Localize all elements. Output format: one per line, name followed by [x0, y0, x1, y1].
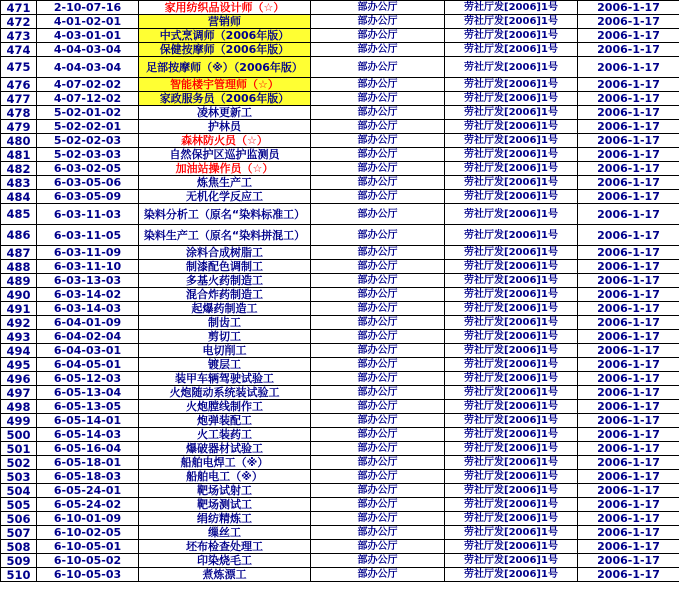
issue-date-cell: 2006-1-17 — [578, 372, 679, 386]
issuing-department-cell: 部办公厅 — [311, 358, 445, 372]
table-row — [1, 29, 679, 43]
table-row — [1, 316, 679, 330]
occupation-name-cell: 智能楼宇管理师（☆） — [139, 78, 311, 92]
occupation-code-cell: 6-10-05-02 — [37, 554, 139, 568]
document-number-cell: 劳社厅发[2006]1号 — [445, 78, 578, 92]
row-number-cell: 471 — [1, 1, 37, 15]
document-number-cell: 劳社厅发[2006]1号 — [445, 43, 578, 57]
occupation-code-cell: 6-10-02-05 — [37, 526, 139, 540]
issue-date-cell: 2006-1-17 — [578, 414, 679, 428]
issue-date-cell: 2006-1-17 — [578, 498, 679, 512]
issuing-department-cell: 部办公厅 — [311, 330, 445, 344]
occupation-name-cell: 煮炼漂工 — [139, 568, 311, 582]
occupation-name-cell: 混合炸药制造工 — [139, 288, 311, 302]
issue-date-cell: 2006-1-17 — [578, 92, 679, 106]
issue-date-cell: 2006-1-17 — [578, 43, 679, 57]
issue-date-cell: 2006-1-17 — [578, 344, 679, 358]
occupation-code-cell: 2-10-07-16 — [37, 1, 139, 15]
document-number-cell: 劳社厅发[2006]1号 — [445, 316, 578, 330]
occupation-code-cell: 6-03-11-09 — [37, 246, 139, 260]
issue-date-cell: 2006-1-17 — [578, 274, 679, 288]
row-number-cell: 478 — [1, 106, 37, 120]
issue-date-cell: 2006-1-17 — [578, 246, 679, 260]
occupation-name-cell: 火工装药工 — [139, 428, 311, 442]
issue-date-cell: 2006-1-17 — [578, 358, 679, 372]
issuing-department-cell: 部办公厅 — [311, 526, 445, 540]
issue-date-cell: 2006-1-17 — [578, 484, 679, 498]
row-number-cell: 475 — [1, 57, 37, 78]
row-number-cell: 497 — [1, 386, 37, 400]
issuing-department-cell: 部办公厅 — [311, 498, 445, 512]
table-row — [1, 442, 679, 456]
issue-date-cell: 2006-1-17 — [578, 204, 679, 225]
row-number-cell: 508 — [1, 540, 37, 554]
occupation-code-cell: 6-05-13-04 — [37, 386, 139, 400]
table-row — [1, 1, 679, 15]
table-row — [1, 484, 679, 498]
table-row — [1, 428, 679, 442]
occupation-code-cell: 6-04-05-01 — [37, 358, 139, 372]
table-row — [1, 288, 679, 302]
issuing-department-cell: 部办公厅 — [311, 386, 445, 400]
issue-date-cell: 2006-1-17 — [578, 428, 679, 442]
document-number-cell: 劳社厅发[2006]1号 — [445, 176, 578, 190]
issuing-department-cell: 部办公厅 — [311, 57, 445, 78]
issue-date-cell: 2006-1-17 — [578, 470, 679, 484]
issue-date-cell: 2006-1-17 — [578, 134, 679, 148]
row-number-cell: 489 — [1, 274, 37, 288]
issuing-department-cell: 部办公厅 — [311, 106, 445, 120]
table-row — [1, 57, 679, 78]
document-number-cell: 劳社厅发[2006]1号 — [445, 512, 578, 526]
row-number-cell: 479 — [1, 120, 37, 134]
issuing-department-cell: 部办公厅 — [311, 225, 445, 246]
row-number-cell: 482 — [1, 162, 37, 176]
table-row — [1, 400, 679, 414]
occupation-code-cell: 6-03-02-05 — [37, 162, 139, 176]
occupation-code-cell: 6-03-11-10 — [37, 260, 139, 274]
document-number-cell: 劳社厅发[2006]1号 — [445, 1, 578, 15]
issue-date-cell: 2006-1-17 — [578, 456, 679, 470]
document-number-cell: 劳社厅发[2006]1号 — [445, 526, 578, 540]
occupation-code-cell: 6-05-14-01 — [37, 414, 139, 428]
occupation-code-cell: 6-03-05-06 — [37, 176, 139, 190]
occupation-name-cell: 印染烧毛工 — [139, 554, 311, 568]
occupation-code-cell: 4-07-02-02 — [37, 78, 139, 92]
document-number-cell: 劳社厅发[2006]1号 — [445, 274, 578, 288]
table-row — [1, 162, 679, 176]
issuing-department-cell: 部办公厅 — [311, 442, 445, 456]
row-number-cell: 505 — [1, 498, 37, 512]
document-number-cell: 劳社厅发[2006]1号 — [445, 400, 578, 414]
document-number-cell: 劳社厅发[2006]1号 — [445, 15, 578, 29]
issuing-department-cell: 部办公厅 — [311, 456, 445, 470]
table-row — [1, 176, 679, 190]
document-number-cell: 劳社厅发[2006]1号 — [445, 358, 578, 372]
table-row — [1, 344, 679, 358]
row-number-cell: 501 — [1, 442, 37, 456]
row-number-cell: 477 — [1, 92, 37, 106]
row-number-cell: 493 — [1, 330, 37, 344]
occupation-name-cell: 多基火药制造工 — [139, 274, 311, 288]
row-number-cell: 480 — [1, 134, 37, 148]
occupation-code-cell: 6-04-02-04 — [37, 330, 139, 344]
occupation-code-cell: 4-01-02-01 — [37, 15, 139, 29]
row-number-cell: 492 — [1, 316, 37, 330]
issue-date-cell: 2006-1-17 — [578, 512, 679, 526]
issuing-department-cell: 部办公厅 — [311, 92, 445, 106]
row-number-cell: 490 — [1, 288, 37, 302]
issuing-department-cell: 部办公厅 — [311, 428, 445, 442]
issuing-department-cell: 部办公厅 — [311, 246, 445, 260]
occupation-code-cell: 6-05-18-03 — [37, 470, 139, 484]
row-number-cell: 472 — [1, 15, 37, 29]
occupation-name-cell: 船舶电工（※） — [139, 470, 311, 484]
table-row — [1, 78, 679, 92]
issue-date-cell: 2006-1-17 — [578, 162, 679, 176]
issuing-department-cell: 部办公厅 — [311, 288, 445, 302]
document-number-cell: 劳社厅发[2006]1号 — [445, 120, 578, 134]
document-number-cell: 劳社厅发[2006]1号 — [445, 470, 578, 484]
row-number-cell: 491 — [1, 302, 37, 316]
occupation-name-cell: 爆破器材试验工 — [139, 442, 311, 456]
table-row — [1, 120, 679, 134]
issuing-department-cell: 部办公厅 — [311, 470, 445, 484]
document-number-cell: 劳社厅发[2006]1号 — [445, 288, 578, 302]
table-row — [1, 330, 679, 344]
occupation-name-cell: 装甲车辆驾驶试验工 — [139, 372, 311, 386]
issuing-department-cell: 部办公厅 — [311, 316, 445, 330]
row-number-cell: 498 — [1, 400, 37, 414]
document-number-cell: 劳社厅发[2006]1号 — [445, 29, 578, 43]
issuing-department-cell: 部办公厅 — [311, 260, 445, 274]
issuing-department-cell: 部办公厅 — [311, 274, 445, 288]
document-number-cell: 劳社厅发[2006]1号 — [445, 225, 578, 246]
occupation-name-cell: 染料生产工（原名“染料拼混工） — [139, 225, 311, 246]
issue-date-cell: 2006-1-17 — [578, 442, 679, 456]
table-row — [1, 43, 679, 57]
document-number-cell: 劳社厅发[2006]1号 — [445, 568, 578, 582]
occupation-code-cell: 5-02-02-01 — [37, 120, 139, 134]
table-row — [1, 414, 679, 428]
occupation-name-cell: 剪切工 — [139, 330, 311, 344]
occupation-code-cell: 6-04-03-01 — [37, 344, 139, 358]
issue-date-cell: 2006-1-17 — [578, 78, 679, 92]
document-number-cell: 劳社厅发[2006]1号 — [445, 414, 578, 428]
issue-date-cell: 2006-1-17 — [578, 400, 679, 414]
issuing-department-cell: 部办公厅 — [311, 120, 445, 134]
document-number-cell: 劳社厅发[2006]1号 — [445, 134, 578, 148]
document-number-cell: 劳社厅发[2006]1号 — [445, 246, 578, 260]
document-number-cell: 劳社厅发[2006]1号 — [445, 386, 578, 400]
occupation-code-cell: 4-04-03-04 — [37, 57, 139, 78]
issue-date-cell: 2006-1-17 — [578, 148, 679, 162]
issuing-department-cell: 部办公厅 — [311, 344, 445, 358]
issuing-department-cell: 部办公厅 — [311, 78, 445, 92]
issue-date-cell: 2006-1-17 — [578, 526, 679, 540]
issue-date-cell: 2006-1-17 — [578, 1, 679, 15]
table-row — [1, 246, 679, 260]
occupation-name-cell: 炼焦生产工 — [139, 176, 311, 190]
occupation-code-cell: 5-02-03-03 — [37, 148, 139, 162]
table-row — [1, 106, 679, 120]
issuing-department-cell: 部办公厅 — [311, 29, 445, 43]
issue-date-cell: 2006-1-17 — [578, 15, 679, 29]
occupation-name-cell: 保健按摩师（2006年版） — [139, 43, 311, 57]
issue-date-cell: 2006-1-17 — [578, 540, 679, 554]
occupation-name-cell: 缫丝工 — [139, 526, 311, 540]
occupation-name-cell: 足部按摩师（※）（2006年版） — [139, 57, 311, 78]
document-number-cell: 劳社厅发[2006]1号 — [445, 498, 578, 512]
issuing-department-cell: 部办公厅 — [311, 512, 445, 526]
issuing-department-cell: 部办公厅 — [311, 148, 445, 162]
row-number-cell: 499 — [1, 414, 37, 428]
occupation-name-cell: 炮弹装配工 — [139, 414, 311, 428]
occupation-code-cell: 5-02-02-03 — [37, 134, 139, 148]
occupation-code-cell: 6-03-05-09 — [37, 190, 139, 204]
document-number-cell: 劳社厅发[2006]1号 — [445, 162, 578, 176]
row-number-cell: 510 — [1, 568, 37, 582]
issue-date-cell: 2006-1-17 — [578, 106, 679, 120]
issuing-department-cell: 部办公厅 — [311, 134, 445, 148]
occupation-code-cell: 4-07-12-02 — [37, 92, 139, 106]
issuing-department-cell: 部办公厅 — [311, 540, 445, 554]
occupation-code-cell: 6-04-01-09 — [37, 316, 139, 330]
occupation-code-cell: 6-03-14-02 — [37, 288, 139, 302]
occupation-code-cell: 5-02-01-02 — [37, 106, 139, 120]
document-number-cell: 劳社厅发[2006]1号 — [445, 456, 578, 470]
row-number-cell: 502 — [1, 456, 37, 470]
table-row — [1, 372, 679, 386]
issue-date-cell: 2006-1-17 — [578, 554, 679, 568]
row-number-cell: 484 — [1, 190, 37, 204]
table-row — [1, 526, 679, 540]
issuing-department-cell: 部办公厅 — [311, 1, 445, 15]
document-number-cell: 劳社厅发[2006]1号 — [445, 106, 578, 120]
document-number-cell: 劳社厅发[2006]1号 — [445, 302, 578, 316]
row-number-cell: 496 — [1, 372, 37, 386]
occupation-name-cell: 营销师 — [139, 15, 311, 29]
occupation-code-cell: 6-05-16-04 — [37, 442, 139, 456]
occupation-name-cell: 涂料合成树脂工 — [139, 246, 311, 260]
issuing-department-cell: 部办公厅 — [311, 190, 445, 204]
document-number-cell: 劳社厅发[2006]1号 — [445, 554, 578, 568]
occupation-code-cell: 6-05-12-03 — [37, 372, 139, 386]
occupation-code-cell: 6-03-11-03 — [37, 204, 139, 225]
issue-date-cell: 2006-1-17 — [578, 386, 679, 400]
table-row — [1, 134, 679, 148]
occupation-name-cell: 森林防火员（☆） — [139, 134, 311, 148]
document-number-cell: 劳社厅发[2006]1号 — [445, 260, 578, 274]
table-row — [1, 92, 679, 106]
row-number-cell: 473 — [1, 29, 37, 43]
issuing-department-cell: 部办公厅 — [311, 204, 445, 225]
issue-date-cell: 2006-1-17 — [578, 225, 679, 246]
occupation-name-cell: 火炮膛线制作工 — [139, 400, 311, 414]
document-number-cell: 劳社厅发[2006]1号 — [445, 540, 578, 554]
document-number-cell: 劳社厅发[2006]1号 — [445, 344, 578, 358]
row-number-cell: 476 — [1, 78, 37, 92]
issue-date-cell: 2006-1-17 — [578, 260, 679, 274]
row-number-cell: 509 — [1, 554, 37, 568]
issuing-department-cell: 部办公厅 — [311, 484, 445, 498]
document-number-cell: 劳社厅发[2006]1号 — [445, 428, 578, 442]
occupation-code-cell: 6-05-24-01 — [37, 484, 139, 498]
document-number-cell: 劳社厅发[2006]1号 — [445, 92, 578, 106]
row-number-cell: 495 — [1, 358, 37, 372]
occupation-name-cell: 电切削工 — [139, 344, 311, 358]
occupation-code-cell: 6-10-05-03 — [37, 568, 139, 582]
occupation-name-cell: 坯布检查处理工 — [139, 540, 311, 554]
issuing-department-cell: 部办公厅 — [311, 43, 445, 57]
table-row — [1, 554, 679, 568]
row-number-cell: 504 — [1, 484, 37, 498]
table-row — [1, 260, 679, 274]
occupation-code-cell: 4-03-01-01 — [37, 29, 139, 43]
row-number-cell: 500 — [1, 428, 37, 442]
occupation-name-cell: 加油站操作员（☆） — [139, 162, 311, 176]
occupation-name-cell: 起爆药制造工 — [139, 302, 311, 316]
issuing-department-cell: 部办公厅 — [311, 176, 445, 190]
occupation-code-cell: 6-03-14-03 — [37, 302, 139, 316]
table-body — [1, 1, 679, 582]
occupation-code-cell: 4-04-03-04 — [37, 43, 139, 57]
occupation-name-cell: 火炮随动系统装试验工 — [139, 386, 311, 400]
occupation-code-cell: 6-05-13-05 — [37, 400, 139, 414]
row-number-cell: 481 — [1, 148, 37, 162]
row-number-cell: 494 — [1, 344, 37, 358]
occupation-name-cell: 家政服务员（2006年版） — [139, 92, 311, 106]
row-number-cell: 503 — [1, 470, 37, 484]
row-number-cell: 485 — [1, 204, 37, 225]
issue-date-cell: 2006-1-17 — [578, 57, 679, 78]
table-row — [1, 568, 679, 582]
issue-date-cell: 2006-1-17 — [578, 29, 679, 43]
row-number-cell: 506 — [1, 512, 37, 526]
table-row — [1, 190, 679, 204]
occupation-code-cell: 6-05-18-01 — [37, 456, 139, 470]
table-row — [1, 456, 679, 470]
occupation-name-cell: 无机化学反应工 — [139, 190, 311, 204]
row-number-cell: 488 — [1, 260, 37, 274]
occupation-name-cell: 自然保护区巡护监测员 — [139, 148, 311, 162]
table-row — [1, 512, 679, 526]
occupation-code-cell: 6-05-14-03 — [37, 428, 139, 442]
occupation-name-cell: 绢纺精炼工 — [139, 512, 311, 526]
occupation-name-cell: 镀层工 — [139, 358, 311, 372]
table-row — [1, 498, 679, 512]
document-number-cell: 劳社厅发[2006]1号 — [445, 330, 578, 344]
occupation-code-cell: 6-10-05-01 — [37, 540, 139, 554]
document-number-cell: 劳社厅发[2006]1号 — [445, 372, 578, 386]
row-number-cell: 486 — [1, 225, 37, 246]
occupation-name-cell: 制漆配色调制工 — [139, 260, 311, 274]
occupation-name-cell: 凌林更新工 — [139, 106, 311, 120]
issue-date-cell: 2006-1-17 — [578, 568, 679, 582]
occupation-code-cell: 6-05-24-02 — [37, 498, 139, 512]
table-row — [1, 540, 679, 554]
issue-date-cell: 2006-1-17 — [578, 302, 679, 316]
table-row — [1, 225, 679, 246]
occupation-name-cell: 家用纺织品设计师（☆） — [139, 1, 311, 15]
document-number-cell: 劳社厅发[2006]1号 — [445, 190, 578, 204]
issue-date-cell: 2006-1-17 — [578, 288, 679, 302]
issuing-department-cell: 部办公厅 — [311, 400, 445, 414]
issuing-department-cell: 部办公厅 — [311, 568, 445, 582]
occupation-name-cell: 染料分析工（原名“染料标准工） — [139, 204, 311, 225]
issue-date-cell: 2006-1-17 — [578, 330, 679, 344]
issuing-department-cell: 部办公厅 — [311, 554, 445, 568]
row-number-cell: 474 — [1, 43, 37, 57]
table-row — [1, 148, 679, 162]
occupation-name-cell: 制齿工 — [139, 316, 311, 330]
document-number-cell: 劳社厅发[2006]1号 — [445, 204, 578, 225]
table-row — [1, 386, 679, 400]
issue-date-cell: 2006-1-17 — [578, 316, 679, 330]
document-number-cell: 劳社厅发[2006]1号 — [445, 484, 578, 498]
row-number-cell: 487 — [1, 246, 37, 260]
issuing-department-cell: 部办公厅 — [311, 372, 445, 386]
table-row — [1, 302, 679, 316]
issuing-department-cell: 部办公厅 — [311, 162, 445, 176]
issue-date-cell: 2006-1-17 — [578, 190, 679, 204]
occupation-code-cell: 6-10-01-09 — [37, 512, 139, 526]
occupation-name-cell: 船舶电焊工（※） — [139, 456, 311, 470]
issuing-department-cell: 部办公厅 — [311, 15, 445, 29]
table-row — [1, 274, 679, 288]
issuing-department-cell: 部办公厅 — [311, 302, 445, 316]
document-number-cell: 劳社厅发[2006]1号 — [445, 57, 578, 78]
issue-date-cell: 2006-1-17 — [578, 120, 679, 134]
occupation-name-cell: 靶场测试工 — [139, 498, 311, 512]
occupation-name-cell: 靶场试射工 — [139, 484, 311, 498]
occupation-code-cell: 6-03-11-05 — [37, 225, 139, 246]
issuing-department-cell: 部办公厅 — [311, 414, 445, 428]
occupation-name-cell: 中式烹调师（2006年版） — [139, 29, 311, 43]
occupation-name-cell: 护林员 — [139, 120, 311, 134]
table-row — [1, 470, 679, 484]
document-number-cell: 劳社厅发[2006]1号 — [445, 148, 578, 162]
occupation-code-cell: 6-03-13-03 — [37, 274, 139, 288]
row-number-cell: 507 — [1, 526, 37, 540]
table-row — [1, 204, 679, 225]
table-row — [1, 358, 679, 372]
document-number-cell: 劳社厅发[2006]1号 — [445, 442, 578, 456]
table-row — [1, 15, 679, 29]
row-number-cell: 483 — [1, 176, 37, 190]
issue-date-cell: 2006-1-17 — [578, 176, 679, 190]
